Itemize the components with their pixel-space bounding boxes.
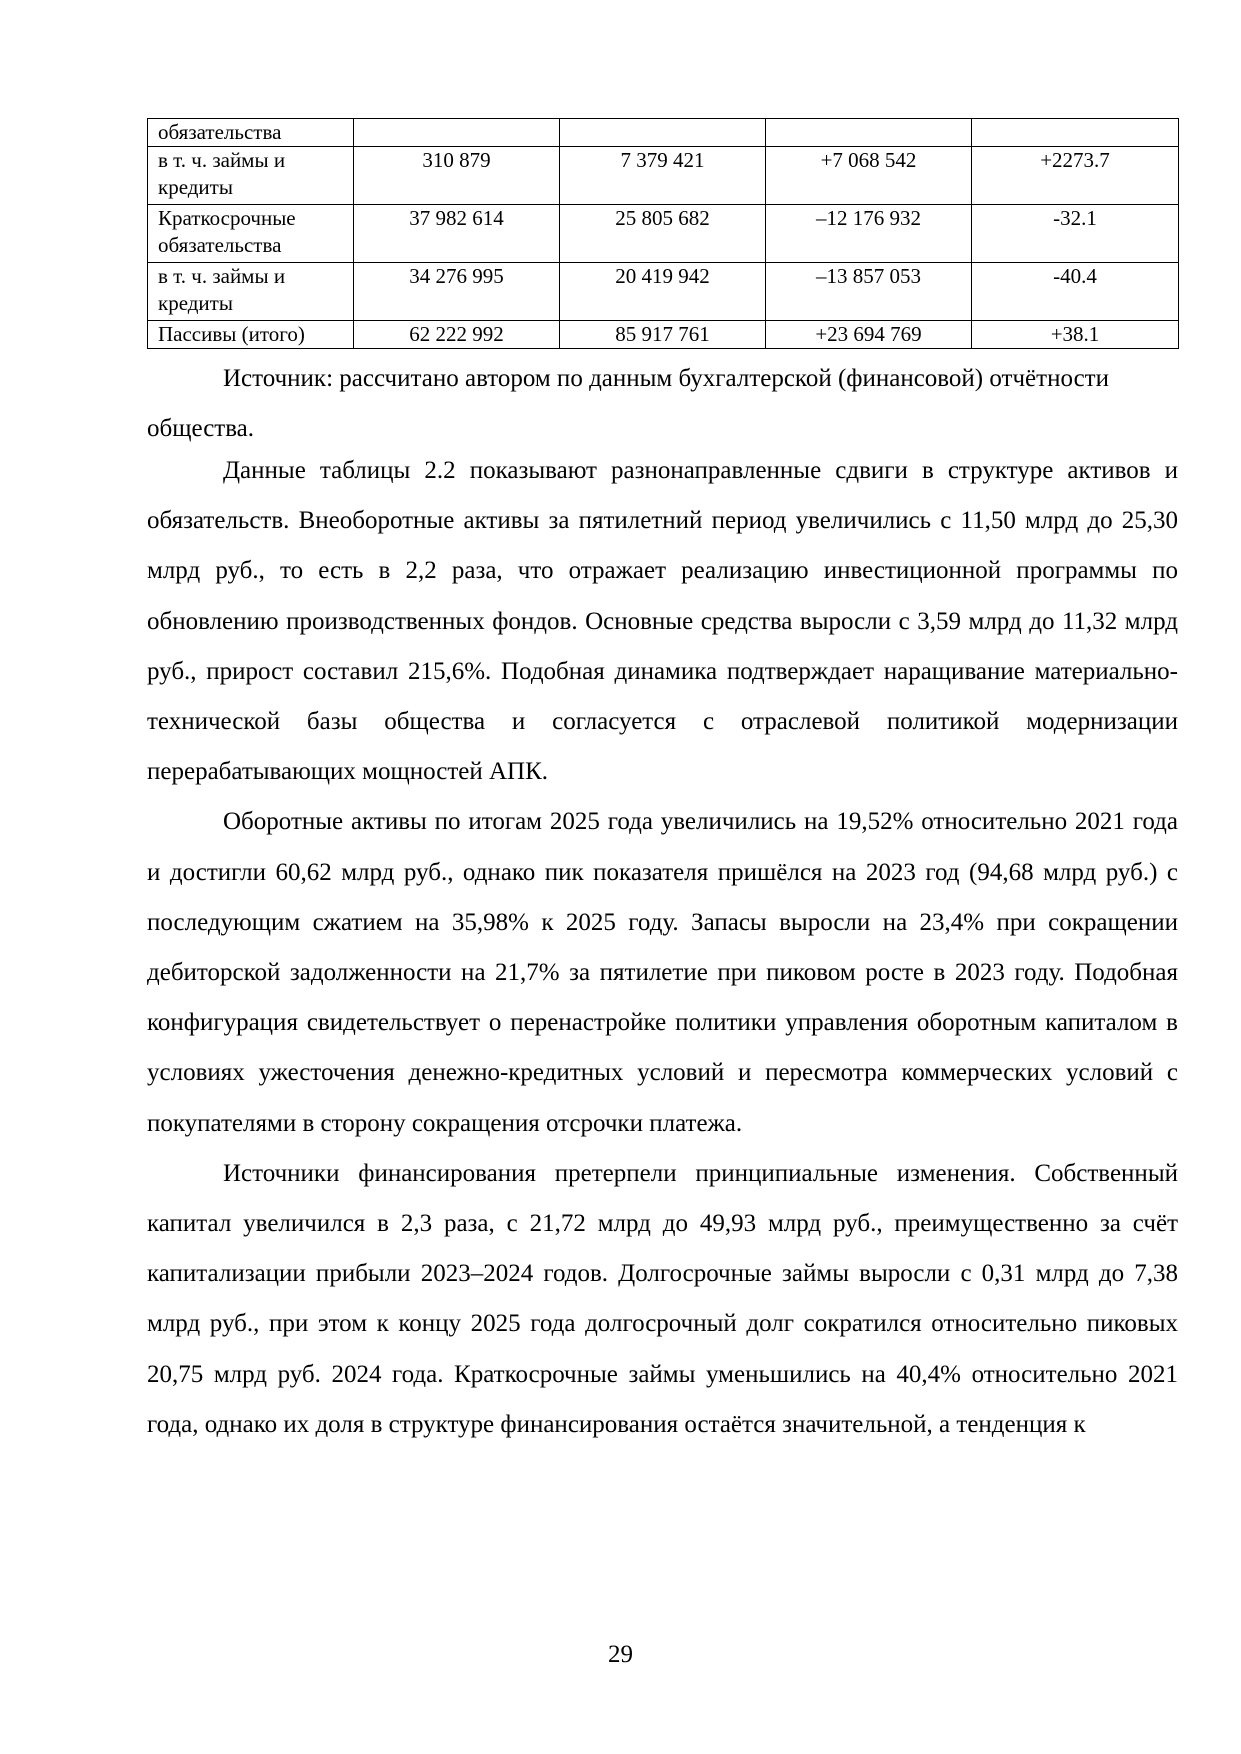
value-2025 [560,119,766,147]
value-2021: 310 879 [354,147,560,205]
absolute-change [766,119,972,147]
table-row [148,263,1179,321]
page-number: 29 [608,1641,633,1668]
table-row [148,321,1179,349]
value-2025: 25 805 682 [560,205,766,263]
row-label: Пассивы (итого) [148,321,354,349]
absolute-change: +23 694 769 [766,321,972,349]
absolute-change: –12 176 932 [766,205,972,263]
body-text [147,446,1178,1450]
value-2021: 62 222 992 [354,321,560,349]
value-2021 [354,119,560,147]
row-label: в т. ч. займы и кредиты [148,147,354,205]
percent-change: -32.1 [972,205,1179,263]
row-label: в т. ч. займы и кредиты [148,263,354,321]
percent-change [972,119,1179,147]
table-row [148,147,1179,205]
paragraph: Оборотные активы по итогам 2025 года увеличились на 19,52% относительно 2021 года и достигли 60,62 млрд руб., однако пик показателя пришёлся на 2023 год (94,68 млрд руб.) с последующим сжатием на 35,98% к 2025 году. Запасы выросли на 23,4% при сокращении дебиторской задолженности на 21,7% за пятилетие при пиковом росте в 2023 году. Подобная конфигурация свидетельствует о перенастройке политики управления оборотным капиталом в условиях ужесточения денежно-кредитных условий и пересмотра коммерческих условий с покупателями в сторону сокращения отсрочки платежа. [147,808,1178,1137]
value-2025: 7 379 421 [560,147,766,205]
table-row [148,205,1179,263]
row-label: Краткосрочные обязательства [148,205,354,263]
value-2025: 20 419 942 [560,263,766,321]
paragraph: Данные таблицы 2.2 показывают разнонаправленные сдвиги в структуре активов и обязательств. Внеоборотные активы за пятилетний период увеличились с 11,50 млрд до 25,30 млрд руб., то есть в 2,2 раза, что отражает реализацию инвестиционной программы по обновлению производственных фондов. Основные средства выросли с 3,59 млрд до 11,32 млрд руб., прирост составил 215,6%. Подобная динамика подтверждает наращивание материально-технической базы общества и согласуется с отраслевой политикой модернизации перерабатывающих мощностей АПК. [147,457,1178,786]
row-label: обязательства [148,119,354,147]
percent-change: +38.1 [972,321,1179,349]
value-2021: 34 276 995 [354,263,560,321]
table-row [148,119,1179,147]
percent-change: -40.4 [972,263,1179,321]
table-source-note: Источник: рассчитано автором по данным бухгалтерской (финансовой) отчётности общества. [147,365,1109,442]
value-2025: 85 917 761 [560,321,766,349]
absolute-change: +7 068 542 [766,147,972,205]
percent-change: +2273.7 [972,147,1179,205]
financial-table [147,118,1179,349]
paragraph: Источники финансирования претерпели принципиальные изменения. Собственный капитал увеличился в 2,3 раза, с 21,72 млрд до 49,93 млрд руб., преимущественно за счёт капитализации прибыли 2023–2024 годов. Долгосрочные займы выросли с 0,31 млрд до 7,38 млрд руб., при этом к концу 2025 года долгосрочный долг сократился относительно пиковых 20,75 млрд руб. 2024 года. Краткосрочные займы уменьшились на 40,4% относительно 2021 года, однако их доля в структуре финансирования остаётся значительной, а тенденция к [147,1159,1178,1438]
absolute-change: –13 857 053 [766,263,972,321]
value-2021: 37 982 614 [354,205,560,263]
